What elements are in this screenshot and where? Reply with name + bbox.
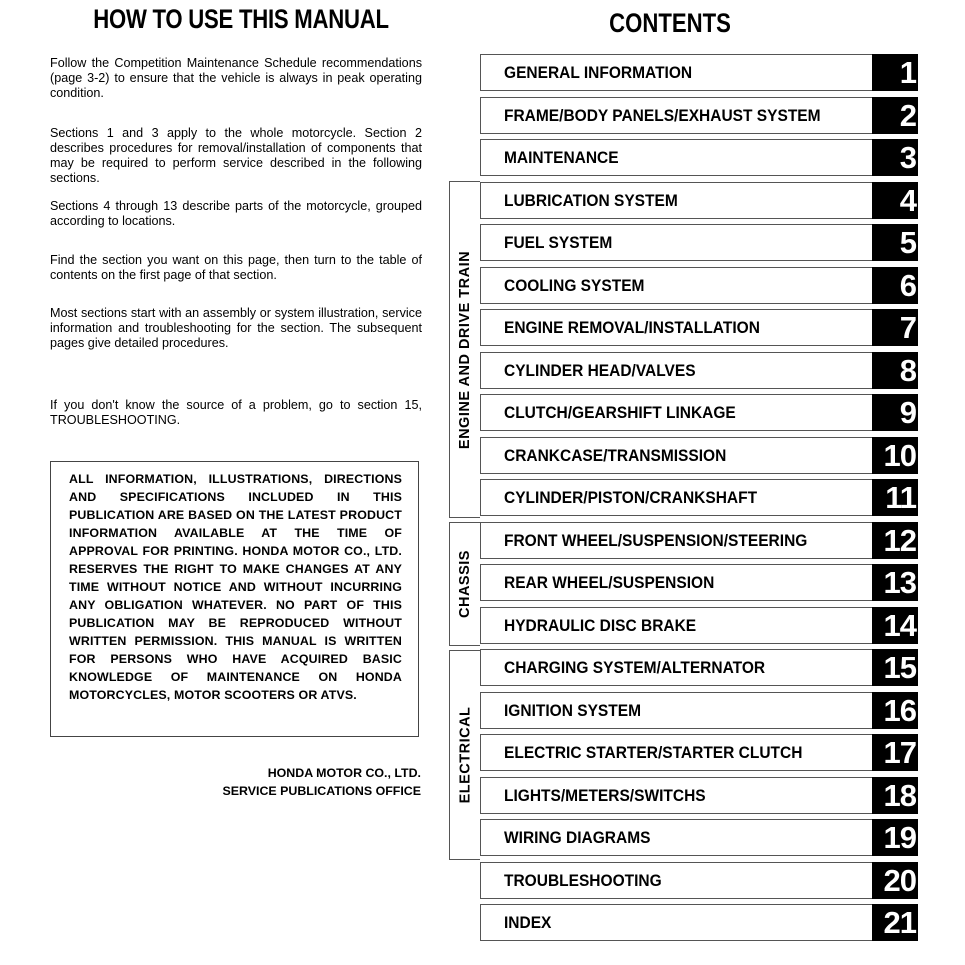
contents-item-label: TROUBLESHOOTING (504, 872, 662, 890)
legal-notice-text: ALL INFORMATION, ILLUSTRATIONS, DIRECTIONS AND SPECIFICATIONS INCLUDED IN THIS PUBLICATION ARE BASED ON THE LATEST PRODUCT INFORMATION AVAILABLE AT THE TIME OF APPROVAL FOR PRINTING. HONDA MOTOR CO., LTD. RESERVES THE RIGHT TO MAKE CHANGES AT ANY TIME WITHOUT NOTICE AND WITHOUT INCURRING ANY OBLIGATION WHATEVER. NO PART OF THIS PUBLICATION MAY BE REPRODUCED WITHOUT WRITTEN PERMISSION. THIS MANUAL IS WRITTEN FOR PERSONS WHO HAVE ACQUIRED BASIC KNOWLEDGE OF MAINTENANCE ON HONDA MOTORCYCLES, MOTOR SCOOTERS OR ATVS. (69, 472, 402, 702)
contents-item[interactable] (480, 352, 918, 389)
contents-item[interactable] (480, 522, 918, 559)
contents-item[interactable] (480, 904, 918, 941)
contents-item[interactable] (480, 649, 918, 686)
section-structure-paragraph: Most sections start with an assembly or system illustration, service information and troubleshooting for the section. The subsequent pages give detailed procedures. (50, 306, 422, 350)
section-number-tab: 4 (872, 182, 918, 219)
contents-item-label: ENGINE REMOVAL/INSTALLATION (504, 319, 760, 337)
section-number-tab: 1 (872, 54, 918, 91)
contents-item[interactable] (480, 437, 918, 474)
find-section-paragraph: Find the section you want on this page, then turn to the table of contents on the first page of that section. (50, 253, 422, 282)
section-number-tab: 16 (872, 692, 918, 729)
section-number-tab: 7 (872, 309, 918, 346)
contents-item-label: REAR WHEEL/SUSPENSION (504, 574, 715, 592)
group-electrical (449, 650, 480, 860)
contents-item-label: WIRING DIAGRAMS (504, 829, 651, 847)
section-number-tab: 15 (872, 649, 918, 686)
publisher-signature (223, 764, 422, 800)
contents-item[interactable] (480, 224, 918, 261)
group-label: CHASSIS (457, 550, 473, 618)
contents-item-label: GENERAL INFORMATION (504, 64, 693, 82)
contents-item[interactable] (480, 862, 918, 899)
contents-item[interactable] (480, 777, 918, 814)
contents-item-label: HYDRAULIC DISC BRAKE (504, 617, 697, 635)
section-number-tab: 6 (872, 267, 918, 304)
section-number-tab: 17 (872, 734, 918, 771)
group-chassis (449, 522, 480, 646)
section-number-tab: 10 (872, 437, 918, 474)
contents-item[interactable] (480, 54, 918, 91)
contents-item-label: COOLING SYSTEM (504, 277, 645, 295)
contents-item[interactable] (480, 394, 918, 431)
contents-item[interactable] (480, 182, 918, 219)
manual-usage-title: HOW TO USE THIS MANUAL (93, 4, 389, 34)
contents-item[interactable] (480, 139, 918, 176)
contents-item[interactable] (480, 479, 918, 516)
publisher-company: HONDA MOTOR CO., LTD. (267, 766, 421, 780)
contents-item[interactable] (480, 267, 918, 304)
contents-item[interactable] (480, 819, 918, 856)
contents-item-label: CYLINDER HEAD/VALVES (504, 362, 696, 380)
contents-item-label: FRONT WHEEL/SUSPENSION/STEERING (504, 532, 808, 550)
section-number-tab: 12 (872, 522, 918, 559)
contents-item-label: FUEL SYSTEM (504, 234, 613, 252)
group-label: ENGINE AND DRIVE TRAIN (457, 250, 474, 449)
sections-grouping-paragraph: Sections 4 through 13 describe parts of the motorcycle, grouped according to locations. (50, 199, 422, 228)
section-number-tab: 21 (872, 904, 918, 941)
contents-item-label: ELECTRIC STARTER/STARTER CLUTCH (504, 744, 803, 762)
section-number-tab: 5 (872, 224, 918, 261)
contents-item-label: IGNITION SYSTEM (504, 702, 642, 720)
contents-item[interactable] (480, 607, 918, 644)
section-number-tab: 14 (872, 607, 918, 644)
contents-item-label: CHARGING SYSTEM/ALTERNATOR (504, 659, 766, 677)
section-number-tab: 9 (872, 394, 918, 431)
contents-item-label: FRAME/BODY PANELS/EXHAUST SYSTEM (504, 107, 821, 125)
contents-item[interactable] (480, 97, 918, 134)
contents-item-label: CLUTCH/GEARSHIFT LINKAGE (504, 404, 736, 422)
contents-item[interactable] (480, 309, 918, 346)
legal-notice-box (50, 461, 419, 737)
contents-item-label: MAINTENANCE (504, 149, 619, 167)
group-engine-drive-train (449, 181, 480, 518)
contents-item-label: LUBRICATION SYSTEM (504, 192, 678, 210)
section-number-tab: 19 (872, 819, 918, 856)
section-number-tab: 13 (872, 564, 918, 601)
section-number-tab: 2 (872, 97, 918, 134)
publisher-office: SERVICE PUBLICATIONS OFFICE (222, 784, 421, 798)
group-label: ELECTRICAL (457, 706, 473, 804)
troubleshooting-paragraph: If you don't know the source of a problem, go to section 15, TROUBLESHOOTING. (50, 398, 422, 427)
section-number-tab: 11 (872, 479, 918, 516)
contents-item[interactable] (480, 564, 918, 601)
contents-item[interactable] (480, 692, 918, 729)
section-number-tab: 8 (872, 352, 918, 389)
contents-title: CONTENTS (609, 8, 731, 38)
section-number-tab: 3 (872, 139, 918, 176)
contents-item-label: INDEX (504, 914, 552, 932)
sections-paragraph: Sections 1 and 3 apply to the whole motorcycle. Section 2 describes procedures for removal/installation of components that may be required to perform service described in the following sections. (50, 126, 422, 185)
intro-paragraph: Follow the Competition Maintenance Schedule recommendations (page 3-2) to ensure that the vehicle is always in peak operating condition. (50, 56, 422, 100)
contents-item-label: CYLINDER/PISTON/CRANKSHAFT (504, 489, 758, 507)
section-number-tab: 18 (872, 777, 918, 814)
section-number-tab: 20 (872, 862, 918, 899)
contents-item-label: LIGHTS/METERS/SWITCHS (504, 787, 706, 805)
contents-item-label: CRANKCASE/TRANSMISSION (504, 447, 727, 465)
contents-item[interactable] (480, 734, 918, 771)
